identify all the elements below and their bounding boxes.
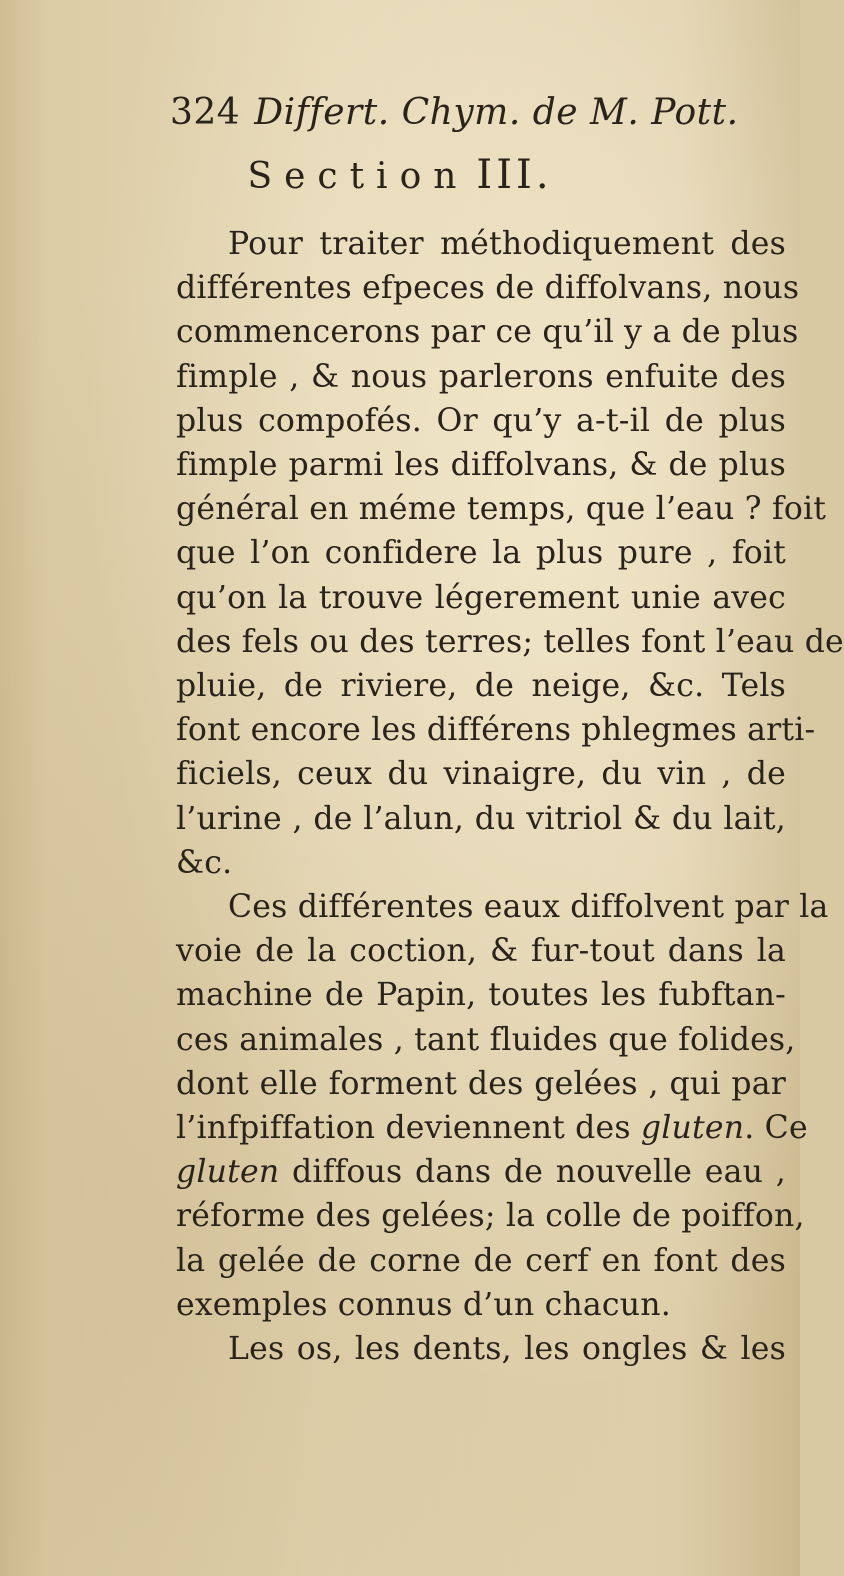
text-line: que l’on confidere la plus pure , foit	[176, 535, 786, 572]
body-text	[176, 222, 844, 1371]
text-line: Pour traiter méthodiquement des	[228, 226, 786, 262]
text-line: différentes efpeces de diffolvans, nous	[176, 270, 800, 307]
text-line: exemples connus d’un chacun.	[176, 1286, 671, 1323]
text-line: fimple , & nous parlerons enfuite des	[176, 358, 786, 395]
text-line: ficiels, ceux du vinaigre, du vin , de	[176, 756, 786, 793]
text-line: Les os, les dents, les ongles & les	[228, 1331, 786, 1368]
text-line: Ces différentes eaux diffolvent par la	[228, 889, 829, 926]
section-heading	[0, 152, 800, 198]
running-header	[170, 92, 739, 133]
text-line: la gelée de corne de cerf en font des	[176, 1242, 786, 1279]
running-title: Differt. Chym. de M. Pott.	[254, 92, 739, 133]
text-line: gluten diffous dans de nouvelle eau ,	[176, 1154, 786, 1191]
text-line: l’urine , de l’alun, du vitriol & du lait,	[176, 800, 786, 837]
text-line: commencerons par ce qu’il y a de plus	[176, 314, 799, 351]
text-line: pluie, de riviere, de neige, &c. Tels	[176, 668, 786, 705]
text-line: dont elle forment des gelées , qui par	[176, 1065, 786, 1102]
text-line: font encore les différens phlegmes arti-	[176, 712, 816, 749]
text-line: des fels ou des terres; telles font l’eau de	[176, 623, 844, 660]
text-line: plus compofés. Or qu’y a-t-il de plus	[176, 402, 786, 439]
text-line: l’infpiffation deviennent des gluten. Ce	[176, 1110, 808, 1147]
text-line: qu’on la trouve légerement unie avec	[176, 579, 786, 616]
text-line: ces animales , tant fluides que folides,	[176, 1021, 796, 1058]
text-line: &c.	[176, 844, 233, 881]
text-line: voie de la coction, & fur-tout dans la	[176, 933, 786, 970]
page-number: 324	[170, 92, 241, 133]
section-label: Section	[247, 156, 469, 197]
text-line: général en méme temps, que l’eau ? foit	[176, 491, 827, 528]
text-line: machine de Papin, toutes les fubftan-	[176, 977, 786, 1014]
text-line: fimple parmi les diffolvans, & de plus	[176, 447, 786, 484]
section-number: III.	[476, 152, 553, 198]
text-line: réforme des gelées; la colle de poiffon,	[176, 1198, 805, 1235]
